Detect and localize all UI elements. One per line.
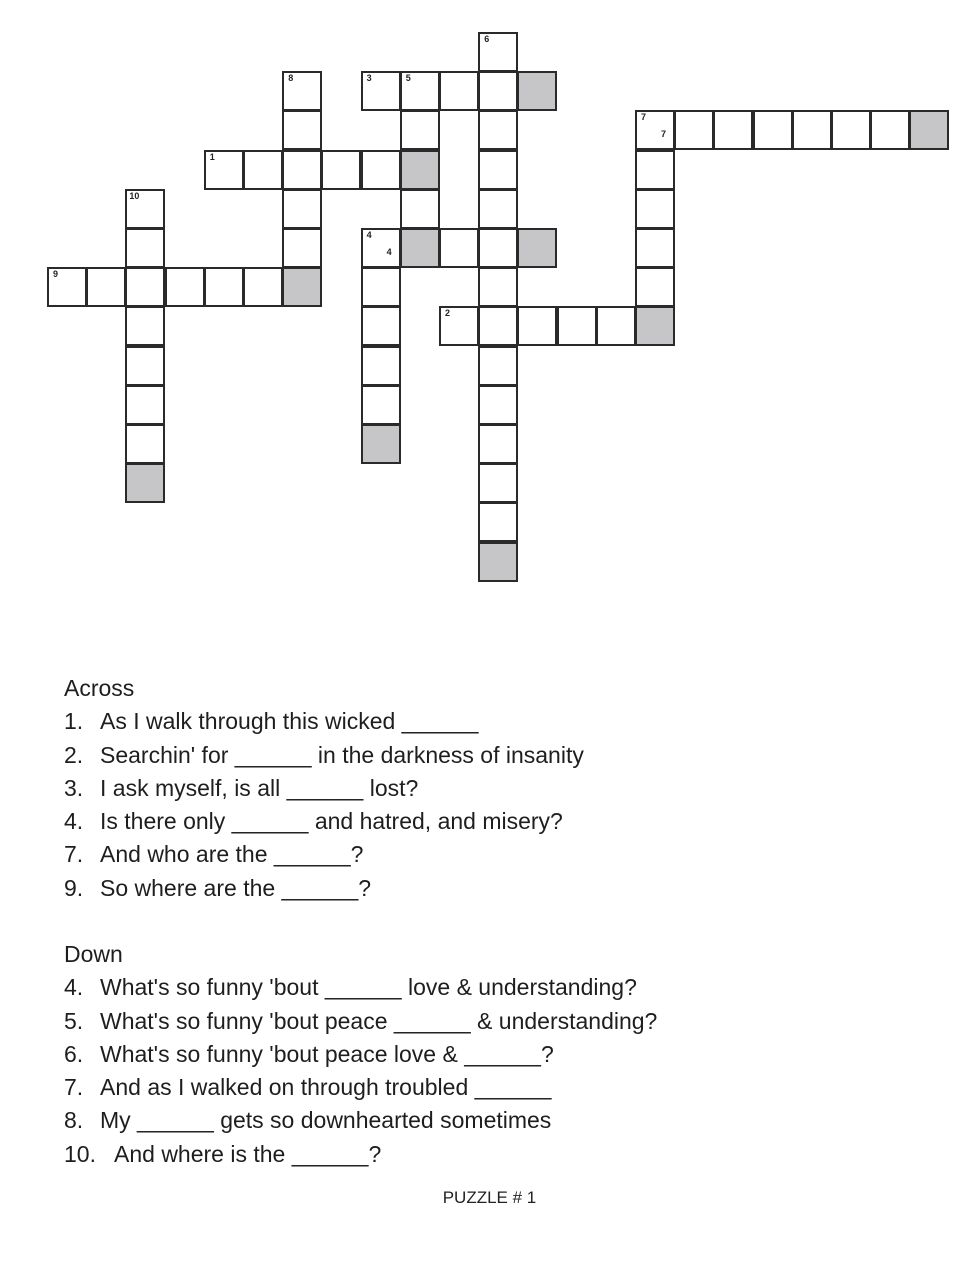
shaded-cell (517, 71, 557, 111)
grid-cell[interactable] (86, 267, 126, 307)
clue-text: What's so funny 'bout peace ______ & understanding? (100, 1007, 658, 1034)
clue-text: And as I walked on through troubled ______ (100, 1074, 552, 1101)
shaded-cell (478, 542, 518, 582)
clue-text: What's so funny 'bout ______ love & understanding? (100, 974, 637, 1001)
grid-cell[interactable] (361, 150, 401, 190)
grid-cell[interactable] (635, 228, 675, 268)
across-clue-9 (64, 872, 584, 905)
grid-cell[interactable] (478, 189, 518, 229)
cell-number: 8 (288, 73, 294, 84)
grid-cell[interactable] (243, 267, 283, 307)
grid-cell[interactable] (557, 306, 597, 346)
grid-cell[interactable] (478, 71, 518, 111)
grid-cell[interactable] (478, 502, 518, 542)
clue-number: 1. (64, 708, 84, 735)
clue-number: 7. (64, 1074, 84, 1101)
across-clue-4 (64, 805, 584, 838)
shaded-cell (635, 306, 675, 346)
clue-text: My ______ gets so downhearted sometimes (100, 1107, 552, 1134)
clue-number: 2. (64, 741, 84, 768)
grid-cell[interactable] (713, 110, 753, 150)
grid-cell[interactable] (282, 189, 322, 229)
shaded-cell (909, 110, 949, 150)
grid-cell[interactable] (125, 346, 165, 386)
clue-text: What's so funny 'bout peace love & ______? (100, 1040, 554, 1067)
grid-cell[interactable] (478, 150, 518, 190)
cell-number: 4 (386, 247, 392, 257)
grid-cell[interactable] (478, 267, 518, 307)
clue-number: 4. (64, 808, 84, 835)
grid-cell[interactable] (517, 306, 557, 346)
cell-number: 5 (405, 73, 411, 84)
grid-cell[interactable] (361, 385, 401, 425)
cell-number: 6 (484, 34, 490, 44)
grid-cell[interactable] (361, 267, 401, 307)
grid-cell[interactable] (674, 110, 714, 150)
cell-number: 4 (366, 230, 372, 240)
clue-number: 6. (64, 1040, 84, 1067)
shaded-cell (282, 267, 322, 307)
across-heading: Across (64, 675, 135, 701)
down-clue-4 (64, 971, 657, 1004)
cell-number: 7 (641, 112, 647, 123)
grid-cell[interactable] (439, 71, 479, 111)
across-clue-7 (64, 838, 584, 871)
clue-number: 5. (64, 1007, 84, 1034)
grid-cell[interactable] (165, 267, 205, 307)
clue-number: 10. (64, 1140, 96, 1167)
shaded-cell (361, 424, 401, 464)
grid-cell[interactable] (125, 306, 165, 346)
grid-cell[interactable] (792, 110, 832, 150)
grid-cell[interactable] (478, 110, 518, 150)
grid-cell[interactable] (361, 346, 401, 386)
grid-cell[interactable] (361, 306, 401, 346)
grid-cell[interactable] (400, 189, 440, 229)
grid-cell[interactable] (635, 189, 675, 229)
shaded-cell (400, 228, 440, 268)
grid-cell[interactable] (478, 228, 518, 268)
cell-number: 10 (129, 190, 140, 201)
clue-text: And who are the ______? (100, 841, 364, 868)
grid-cell[interactable] (478, 306, 518, 346)
grid-cell[interactable] (125, 267, 165, 307)
down-clue-8 (64, 1104, 657, 1137)
shaded-cell (125, 463, 165, 503)
shaded-cell (517, 228, 557, 268)
clue-text: So where are the ______? (100, 874, 372, 901)
clue-text: And where is the ______? (114, 1140, 382, 1167)
clue-number: 8. (64, 1107, 84, 1134)
cell-number: 3 (366, 73, 372, 84)
grid-cell[interactable] (478, 424, 518, 464)
across-clue-1 (64, 705, 584, 738)
down-clue-6 (64, 1038, 657, 1071)
clue-number: 7. (64, 841, 84, 868)
grid-cell[interactable] (282, 228, 322, 268)
grid-cell[interactable] (439, 228, 479, 268)
down-clue-7 (64, 1071, 657, 1104)
cell-number: 7 (661, 129, 667, 140)
grid-cell[interactable] (478, 463, 518, 503)
grid-cell[interactable] (321, 150, 361, 190)
grid-cell[interactable] (831, 110, 871, 150)
grid-cell[interactable] (478, 346, 518, 386)
grid-cell[interactable] (400, 110, 440, 150)
clue-number: 4. (64, 974, 84, 1001)
grid-cell[interactable] (282, 150, 322, 190)
cell-number: 1 (209, 151, 215, 162)
shaded-cell (400, 150, 440, 190)
grid-cell[interactable] (870, 110, 910, 150)
down-clues (64, 938, 657, 1171)
grid-cell[interactable] (478, 385, 518, 425)
down-clue-5 (64, 1005, 657, 1038)
grid-cell[interactable] (635, 150, 675, 190)
across-clue-3 (64, 772, 584, 805)
grid-cell[interactable] (125, 424, 165, 464)
clue-number: 3. (64, 774, 84, 801)
down-clue-10 (64, 1138, 657, 1171)
clue-text: As I walk through this wicked ______ (100, 708, 479, 735)
cell-number: 2 (445, 308, 451, 319)
grid-cell[interactable] (753, 110, 793, 150)
grid-cell[interactable] (635, 267, 675, 307)
clue-text: I ask myself, is all ______ lost? (100, 774, 419, 801)
puzzle-label: PUZZLE # 1 (442, 1188, 537, 1207)
grid-cell[interactable] (125, 385, 165, 425)
grid-cell[interactable] (204, 267, 244, 307)
clue-text: Searchin' for ______ in the darkness of insanity (100, 741, 584, 768)
grid-cell[interactable] (282, 110, 322, 150)
clue-text: Is there only ______ and hatred, and misery? (100, 808, 563, 835)
cell-number: 9 (53, 269, 59, 280)
grid-cell[interactable] (243, 150, 283, 190)
grid-cell[interactable] (596, 306, 636, 346)
down-heading: Down (64, 941, 123, 967)
across-clue-2 (64, 739, 584, 772)
grid-cell[interactable] (125, 228, 165, 268)
across-clues (64, 672, 584, 905)
clue-number: 9. (64, 874, 84, 901)
